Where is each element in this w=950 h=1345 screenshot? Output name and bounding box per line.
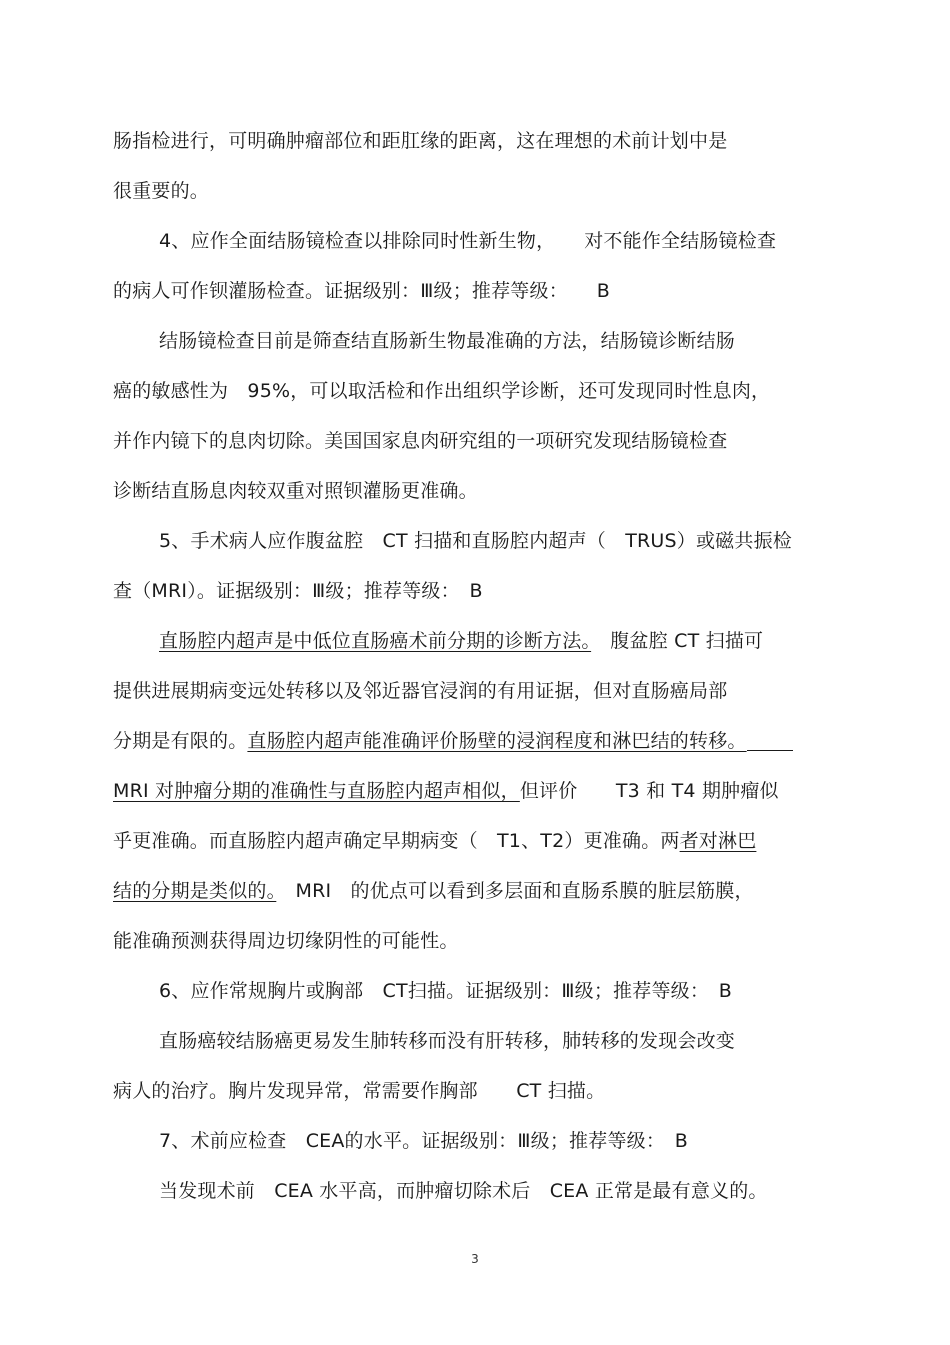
paragraph-line: 病人的治疗。胸片发现异常，常需要作胸部 CT 扫描。 [113, 1080, 606, 1102]
paragraph-line [159, 628, 763, 654]
section-heading-4: 4、应作全面结肠镜检查以排除同时性新生物， 对不能作全结肠镜检查 [159, 230, 777, 252]
section-heading-5: 5、手术病人应作腹盆腔 CT 扫描和直肠腔内超声（ TRUS）或磁共振检 [159, 530, 792, 552]
underlined-text: 结的分期是类似的。 [113, 880, 277, 902]
paragraph-line: 肠指检进行，可明确肿瘤部位和距肛缘的距离，这在理想的术前计划中是 [113, 130, 728, 152]
underline-rule [747, 749, 793, 751]
plain-text: 分期是有限的。 [113, 730, 248, 752]
section-heading-7: 7、术前应检查 CEA的水平。证据级别：Ⅲ级；推荐等级： B [159, 1130, 688, 1152]
underlined-text: 直肠腔内超声是中低位直肠癌术前分期的诊断方法。 [159, 630, 592, 652]
paragraph-line [113, 828, 756, 854]
paragraph-line [113, 728, 793, 754]
paragraph-line: 能准确预测获得周边切缘阴性的可能性。 [113, 930, 459, 952]
plain-text: 但评价 T3 和 T4 期肿瘤似 [519, 780, 779, 802]
underlined-text: 者对淋巴 [679, 830, 757, 852]
plain-text: 腹盆腔 CT 扫描可 [591, 630, 764, 652]
paragraph-line [113, 878, 754, 904]
underlined-text: 直肠腔内超声能准确评价肠壁的浸润程度和淋巴结的转移。 [247, 730, 747, 752]
paragraph-line: 提供进展期病变远处转移以及邻近器官浸润的有用证据，但对直肠癌局部 [113, 680, 728, 702]
paragraph-line: 结肠镜检查目前是筛查结直肠新生物最准确的方法，结肠镜诊断结肠 [159, 330, 736, 352]
paragraph-line: 当发现术前 CEA 水平高，而肿瘤切除术后 CEA 正常是最有意义的。 [159, 1180, 768, 1202]
section-heading-4-cont: 的病人可作钡灌肠检查。证据级别：Ⅲ级；推荐等级： B [113, 280, 611, 302]
section-heading-5-cont: 查（MRI）。证据级别：Ⅲ级；推荐等级： B [113, 580, 483, 602]
paragraph-line: 癌的敏感性为 95%，可以取活检和作出组织学诊断，还可发现同时性息肉， [113, 380, 771, 402]
paragraph-line: 并作内镜下的息肉切除。美国国家息肉研究组的一项研究发现结肠镜检查 [113, 430, 728, 452]
plain-text: 乎更准确。而直肠腔内超声确定早期病变（ T1、T2）更准确。两 [113, 830, 680, 852]
paragraph-line: 直肠癌较结肠癌更易发生肺转移而没有肝转移，肺转移的发现会改变 [159, 1030, 736, 1052]
section-heading-6: 6、应作常规胸片或胸部 CT扫描。证据级别：Ⅲ级；推荐等级： B [159, 980, 732, 1002]
page-number: 3 [471, 1252, 479, 1266]
plain-text: MRI 的优点可以看到多层面和直肠系膜的脏层筋膜， [276, 880, 754, 902]
paragraph-line: 很重要的。 [113, 180, 210, 202]
underlined-text: MRI 对肿瘤分期的准确性与直肠腔内超声相似， [113, 780, 520, 802]
paragraph-line: 诊断结直肠息肉较双重对照钡灌肠更准确。 [113, 480, 478, 502]
paragraph-line [113, 778, 779, 804]
